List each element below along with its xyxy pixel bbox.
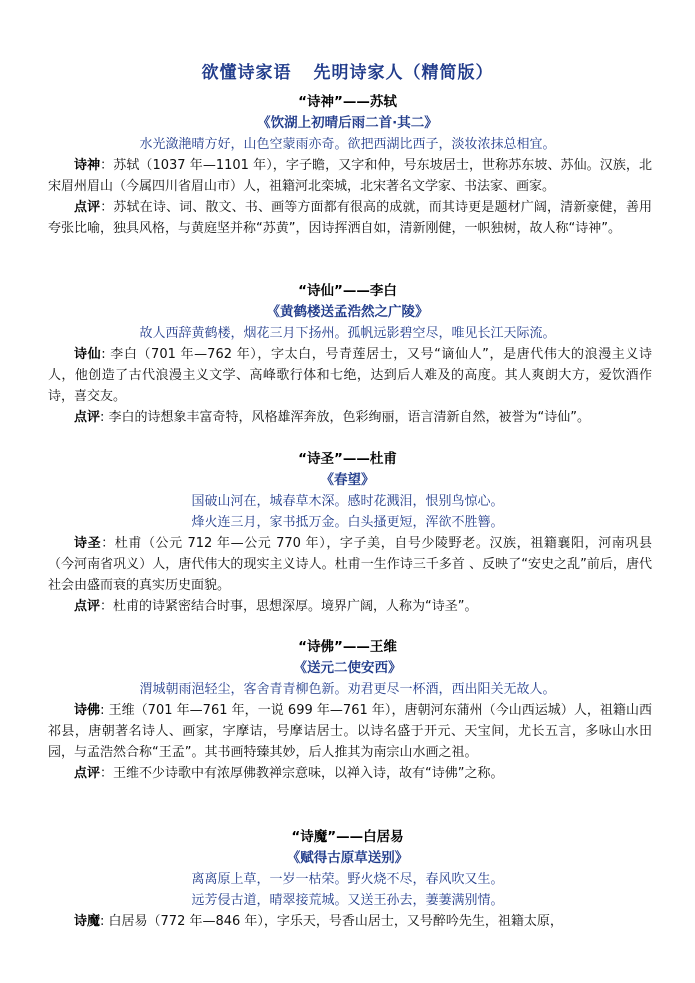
poem-line: 渭城朝雨浥轻尘，客舍青青柳色新。劝君更尽一杯酒，西出阳关无故人。 <box>139 682 556 697</box>
poem-title: 《黄鹤楼送孟浩然之广陵》 <box>266 304 429 320</box>
review-text: ：苏轼在诗、词、散文、书、画等方面都有很高的成就，而其诗更是题材广阔，清新豪健，善用夸张比喻，独具风格，与黄庭坚并称“苏黄”，因诗挥洒自如，清新刚健，一帜独树，故人称“诗神”。 <box>48 200 652 236</box>
section-heading: “诗神”——苏轼 <box>298 94 397 110</box>
bio-paragraph <box>48 155 652 197</box>
review-label: 点评 <box>74 200 101 215</box>
bio-text: : 李白（701 年—762 年），字太白，号青莲居士，又号“谪仙人”，是唐代伟大的浪漫主义诗人，他创造了古代浪漫主义文学、高峰歌行体和七绝，达到后人难及的高度。其人爽朗大方，爱饮酒作诗，喜交友。 <box>48 347 652 404</box>
bio-label: 诗魔 <box>74 914 101 929</box>
review-label: 点评 <box>74 410 101 425</box>
section-heading: “诗魔”——白居易 <box>291 829 404 845</box>
bio-text: ：杜甫（公元 712 年—公元 770 年），字子美，自号少陵野老。汉族，祖籍襄阳，河南巩县（今河南省巩义）人，唐代伟大的现实主义诗人。杜甫一生作诗三千多首 、反映了“安史之乱”前后，唐代社会由盛而衰的真实历史面貌。 <box>48 536 652 593</box>
review-paragraph <box>48 596 652 617</box>
bio-paragraph <box>48 533 652 596</box>
review-paragraph <box>48 763 652 784</box>
review-text: ：杜甫的诗紧密结合时事，思想深厚。境界广阔，人称为“诗圣”。 <box>100 599 478 614</box>
bio-label: 诗佛 <box>74 703 101 718</box>
poem-line: 故人西辞黄鹤楼，烟花三月下扬州。孤帆远影碧空尽，唯见长江天际流。 <box>139 326 556 341</box>
bio-text: : 白居易（772 年—846 年），字乐天，号香山居士，又号醉吟先生，祖籍太原， <box>100 914 563 929</box>
poem-line: 国破山河在，城春草木深。感时花溅泪，恨别鸟惊心。 <box>191 494 504 509</box>
bio-label: 诗圣 <box>74 536 102 551</box>
poet-section-baijuyi <box>0 827 695 932</box>
document-title <box>0 58 695 83</box>
review-label: 点评 <box>74 766 101 781</box>
review-paragraph <box>48 197 652 239</box>
poem-line: 离离原上草，一岁一枯荣。野火烧不尽，春风吹又生。 <box>191 872 504 887</box>
bio-text: ：苏轼（1037 年—1101 年），字子瞻，又字和仲，号东坡居士，世称苏东坡、苏仙。汉族，北宋眉州眉山（今属四川省眉山市）人，祖籍河北栾城，北宋著名文学家、书法家、画家。 <box>48 158 652 194</box>
review-text: : 李白的诗想象丰富奇特，风格雄浑奔放，色彩绚丽，语言清新自然，被誉为“诗仙”。 <box>100 410 590 425</box>
bio-paragraph <box>48 911 652 932</box>
poem-title: 《饮湖上初晴后雨二首·其二》 <box>257 115 438 131</box>
poem-line: 水光潋滟晴方好，山色空蒙雨亦奇。欲把西湖比西子，淡妆浓抹总相宜。 <box>139 137 556 152</box>
poet-section-dufu <box>0 449 695 617</box>
bio-text: : 王维（701 年—761 年，一说 699 年—761 年），唐朝河东蒲州（今山西运城）人，祖籍山西祁县，唐朝著名诗人、画家，字摩诘，号摩诘居士。以诗名盛于开元、天宝间，尤长五言，多咏山水田园，与孟浩然合称“王孟”。其书画特臻其妙，后人推其为南宗山水画之祖。 <box>48 703 652 760</box>
bio-paragraph <box>48 700 652 763</box>
title-left: 欲懂诗家语 <box>201 63 292 83</box>
poem-line: 远芳侵古道，晴翠接荒城。又送王孙去，萋萋满别情。 <box>191 893 504 908</box>
bio-label: 诗仙 <box>74 347 102 362</box>
bio-label: 诗神 <box>74 158 101 173</box>
section-heading: “诗佛”——王维 <box>298 639 397 655</box>
bio-paragraph <box>48 344 652 407</box>
poet-section-wangwei <box>0 637 695 784</box>
poet-section-sushi <box>0 92 695 239</box>
section-heading: “诗圣”——杜甫 <box>298 451 397 467</box>
poet-section-libai <box>0 281 695 428</box>
poem-title: 《春望》 <box>320 472 375 488</box>
poem-title: 《送元二使安西》 <box>293 660 402 676</box>
poem-title: 《赋得古原草送别》 <box>286 850 409 866</box>
review-paragraph <box>48 407 652 428</box>
title-right: 先明诗家人（精简版） <box>313 63 494 83</box>
review-text: ：王维不少诗歌中有浓厚佛教禅宗意味，以禅入诗，故有“诗佛”之称。 <box>100 766 504 781</box>
review-label: 点评 <box>74 599 101 614</box>
section-heading: “诗仙”——李白 <box>298 283 397 299</box>
poem-line: 烽火连三月，家书抵万金。白头搔更短，浑欲不胜簪。 <box>191 515 504 530</box>
